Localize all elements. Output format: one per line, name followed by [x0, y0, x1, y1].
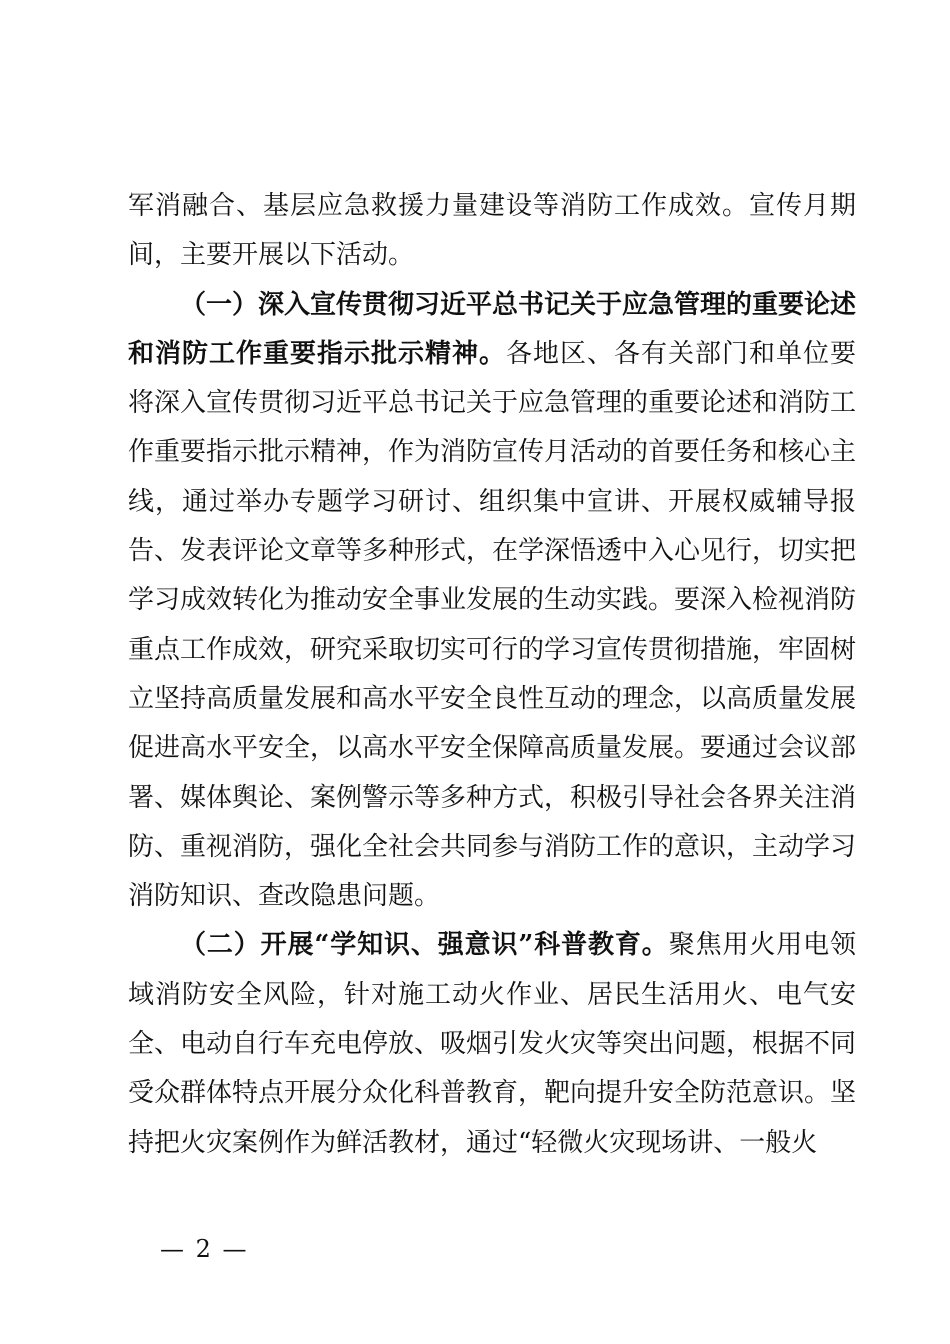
section-heading: （一）深入宣传贯彻习近平总书记关于应急管理的重要论述和消防工作重要指示批示精神。 — [128, 289, 857, 369]
paragraph-continuation — [128, 182, 856, 281]
document-body — [128, 182, 856, 1168]
paragraph-text: 聚焦用火用电领域消防安全风险，针对施工动火作业、居民生活用火、电气安全、电动自行车充电停放、吸烟引发火灾等突出问题，根据不同受众群体特点开展分众化科普教育，靶向提升安全防范意识。坚持把火灾案例作为鲜活教材，通过“轻微火灾现场讲、一般火 — [128, 930, 857, 1158]
paragraph-text: 各地区、各有关部门和单位要将深入宣传贯彻习近平总书记关于应急管理的重要论述和消防工作重要指示批示精神，作为消防宣传月活动的首要任务和核心主线，通过举办专题学习研讨、组织集中宣讲、开展权威辅导报告、发表评论文章等多种形式，在学深悟透中入心见行，切实把学习成效转化为推动安全事业发展的生动实践。要深入检视消防重点工作成效，研究采取切实可行的学习宣传贯彻措施，牢固树立坚持高质量发展和高水平安全良性互动的理念，以高质量发展促进高水平安全，以高水平安全保障高质量发展。要通过会议部署、媒体舆论、案例警示等多种方式，积极引导社会各界关注消防、重视消防，强化全社会共同参与消防工作的意识，主动学习消防知识、查改隐患问题。 — [128, 338, 857, 912]
page-number: — 2 — — [160, 1235, 249, 1263]
paragraph-section-2 — [128, 921, 856, 1167]
paragraph-text: 军消融合、基层应急救援力量建设等消防工作成效。宣传月期间，主要开展以下活动。 — [128, 191, 856, 271]
section-heading: （二）开展“学知识、强意识”科普教育。 — [180, 930, 669, 961]
paragraph-section-1 — [128, 281, 856, 922]
